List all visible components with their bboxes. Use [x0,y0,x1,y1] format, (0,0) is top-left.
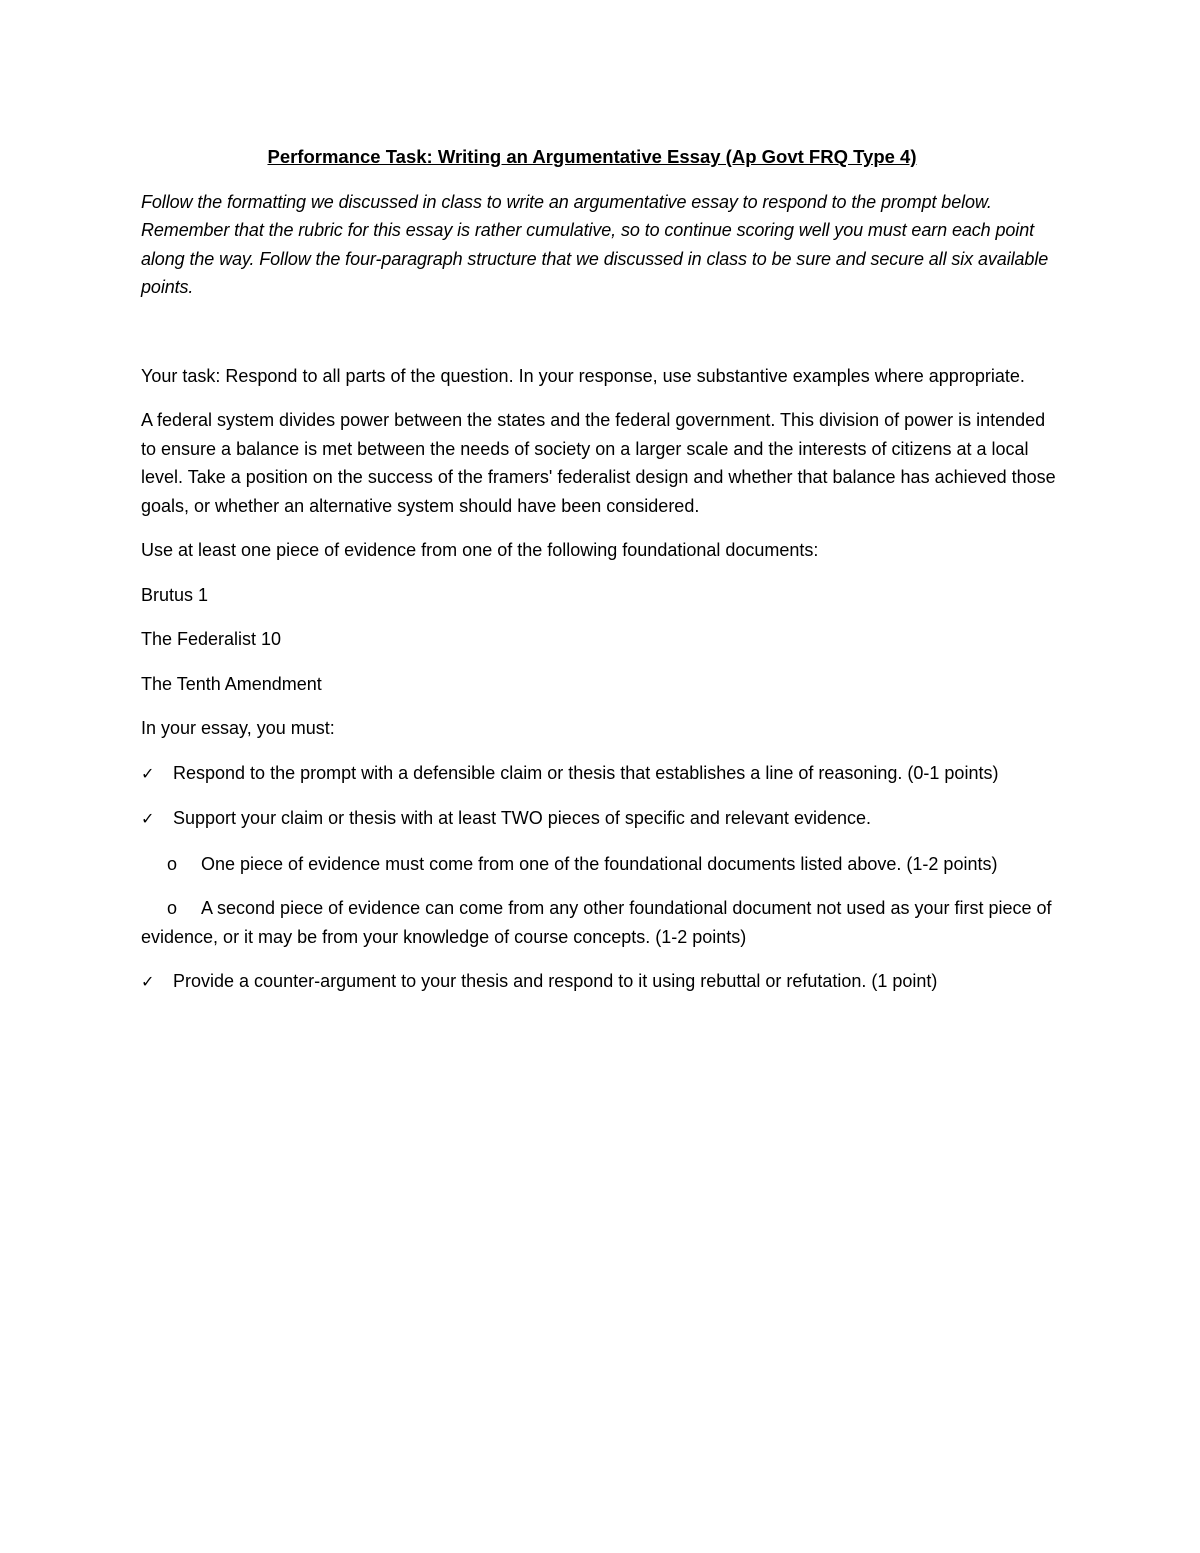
requirement-item [141,804,1061,834]
sub-requirement-text: A second piece of evidence can come from any other foundational document not used as your first piece of evidence, or it may be from your knowledge of course concepts. (1-2 points) [141,898,1052,947]
checkmark-icon: ✓ [141,763,155,783]
document-item-federalist: The Federalist 10 [141,629,282,649]
document-content [141,143,1061,1013]
circle-bullet-icon: o [167,898,178,918]
requirement-text: Respond to the prompt with a defensible claim or thesis that establishes a line of reasoning. (0-1 points) [173,762,999,783]
spacer [141,302,1061,362]
requirements-intro: In your essay, you must: [141,718,335,738]
document-item-tenth-amendment: The Tenth Amendment [141,673,322,694]
task-paragraph: Your task: Respond to all parts of the question. In your response, use substantive examples where appropriate. [141,365,1025,386]
sub-requirement-item [141,850,1061,879]
circle-bullet-icon: o [167,853,178,874]
requirement-text: Provide a counter-argument to your thesis and respond to it using rebuttal or refutation. (1 point) [173,971,938,991]
document-title: Performance Task: Writing an Argumentative Essay (Ap Govt FRQ Type 4) [267,146,917,167]
requirement-item [141,759,1061,789]
evidence-instruction: Use at least one piece of evidence from one of the following foundational documents: [141,540,819,560]
prompt-paragraph: A federal system divides power between the states and the federal government. This division of power is intended to ensure a balance is met between the needs of society on a larger scale and the interests of citizens at a local level. Take a position on the success of the framers' federalist design and whether that balance has achieved those goals, or whether an alternative system should have been considered. [141,410,1056,516]
intro-paragraph: Follow the formatting we discussed in class to write an argumentative essay to respond to the prompt below. Remember that the rubric for this essay is rather cumulative, so to continue scoring well you must earn each point along the way. Follow the four-paragraph structure that we discussed in class to be sure and secure all six available points. [141,191,1049,297]
checkmark-icon: ✓ [141,972,155,991]
requirement-text: Support your claim or thesis with at least TWO pieces of specific and relevant evidence. [173,808,871,828]
sub-requirement-text: One piece of evidence must come from one of the foundational documents listed above. (1-2 points) [201,853,998,874]
document-item-brutus: Brutus 1 [141,584,209,605]
requirement-item [141,967,1061,997]
sub-requirement-item [141,894,1061,951]
checkmark-icon: ✓ [141,809,155,828]
